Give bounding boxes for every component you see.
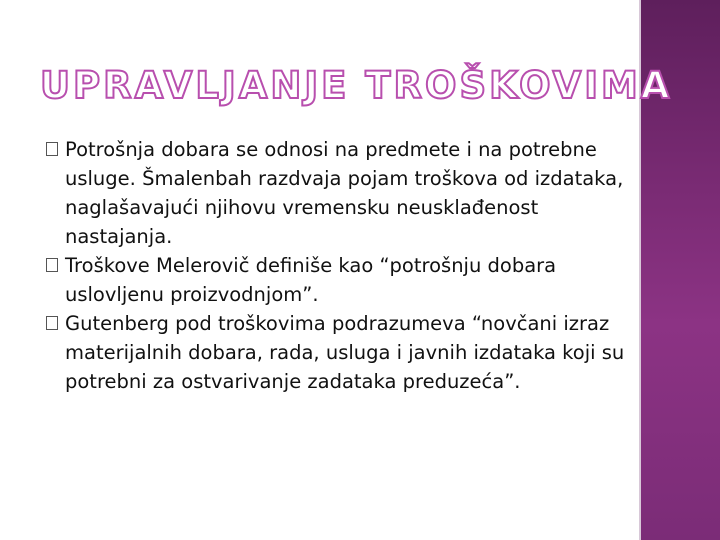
bullet-item-2 (46, 251, 631, 309)
bullet-item-1 (46, 135, 631, 251)
slide-title: UPRAVLJANJE TROŠKOVIMA (40, 64, 673, 107)
square-bullet-icon (46, 142, 58, 156)
square-bullet-icon (46, 258, 58, 272)
bullet-suffix-2: definiše kao “potrošnju dobara uslovljenu proizvodnjom”. (65, 254, 557, 306)
bullet-list (46, 135, 631, 396)
bullet-prefix-2: Troškove (65, 254, 156, 277)
square-bullet-icon (46, 316, 58, 330)
bullet-name-2: Melerovič (156, 254, 250, 277)
bullet-name-3: Gutenberg (65, 312, 169, 335)
bullet-suffix-3: pod troškovima podrazumeva “novčani izraz materijalnih dobara, rada, usluga i javnih izdataka koji su potrebni za ostvarivanje zadataka preduzeća”. (65, 312, 625, 393)
bullet-item-3 (46, 309, 631, 396)
bullet-text-1: Potrošnja dobara se odnosi na predmete i na potrebne usluge. Šmalenbah razdvaja pojam troškova od izdataka, naglašavajući njihovu vremensku neusklađenost nastajanja. (65, 138, 624, 248)
